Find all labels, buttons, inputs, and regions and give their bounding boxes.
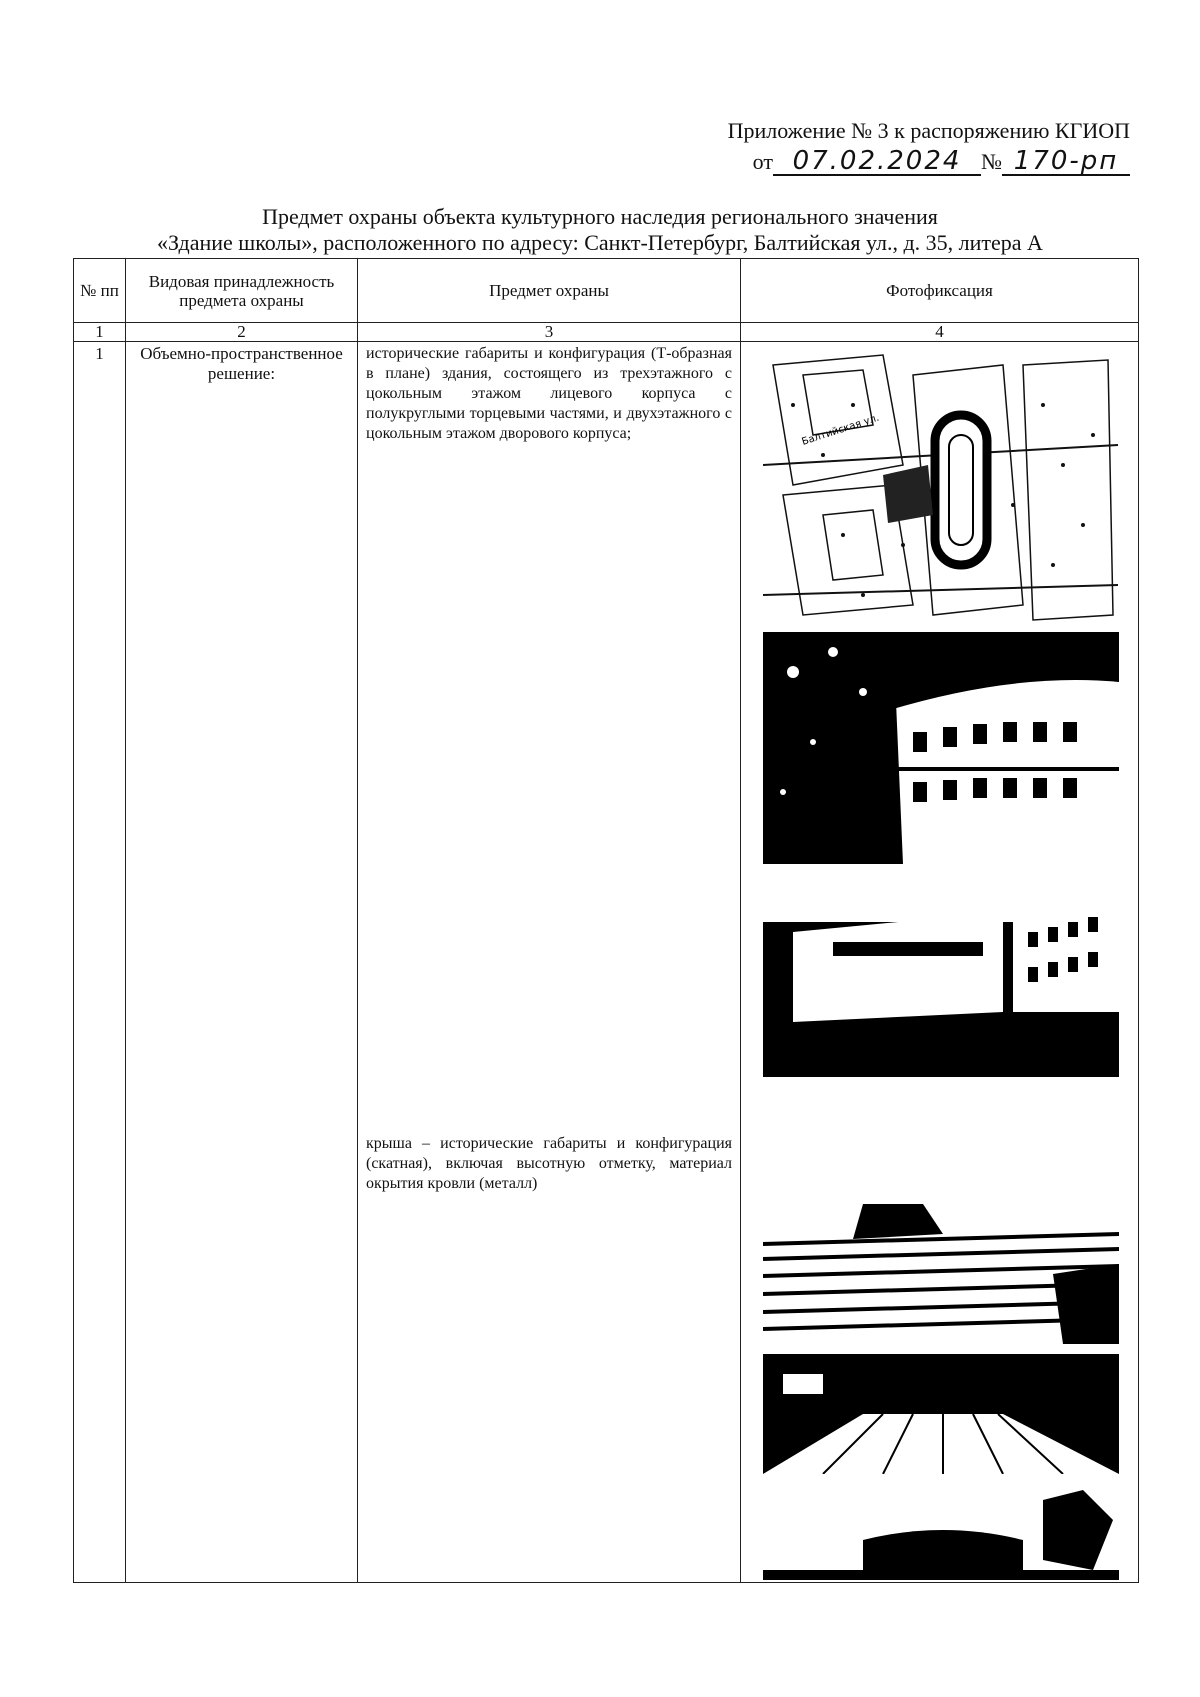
colnum-1: 1 (74, 323, 126, 342)
subject-paragraph-2: крыша – исторические габариты и конфигурация (скатная), включая высотную отметку, материал окрытия кровли (металл) (366, 1135, 732, 1192)
header-photo: Фотофиксация (741, 259, 1139, 323)
header-num: № пп (74, 259, 126, 323)
row-kind: Объемно-пространственное решение: (126, 342, 358, 1583)
courtyard-photo (763, 882, 1119, 1077)
roof-photo-2 (763, 1354, 1119, 1474)
row-photos (741, 342, 1139, 1583)
protection-table (73, 258, 1139, 1583)
row-subject (358, 342, 741, 1583)
column-number-row (74, 323, 1139, 342)
colnum-4: 4 (741, 323, 1139, 342)
annex-date-number (600, 148, 1130, 176)
header-subject: Предмет охраны (358, 259, 741, 323)
number-label: № (981, 149, 1002, 174)
subject-paragraph-1: исторические габариты и конфигурация (Т-образная в плане) здания, состоящего из трехэтажного с цокольным этажом лицевого корпуса с полукруглыми торцевыми частями, и двухэтажного с цокольным этажом дворового корпуса; (366, 345, 732, 442)
site-plan-map (763, 345, 1119, 625)
facade-photo (763, 632, 1119, 864)
map-street-label: Балтийская ул. (800, 412, 881, 448)
title-line-2: «Здание школы», расположенного по адресу: Санкт-Петербург, Балтийская ул., д. 35, литера А (157, 230, 1043, 255)
table-row (74, 342, 1139, 1583)
handwritten-number: 170-рп (1002, 148, 1130, 176)
handwritten-date: 07.02.2024 (773, 148, 981, 176)
annex-header (600, 118, 1130, 176)
colnum-3: 3 (358, 323, 741, 342)
roof-photo-3 (763, 1480, 1119, 1580)
header-row (74, 259, 1139, 323)
from-label: от (752, 149, 773, 174)
annex-line: Приложение № 3 к распоряжению КГИОП (727, 118, 1130, 143)
header-kind: Видовая принадлежность предмета охраны (126, 259, 358, 323)
row-number: 1 (74, 342, 126, 1583)
roof-photo-1 (763, 1204, 1119, 1344)
title-line-1: Предмет охраны объекта культурного наследия регионального значения (262, 204, 938, 229)
document-title (60, 204, 1140, 256)
colnum-2: 2 (126, 323, 358, 342)
